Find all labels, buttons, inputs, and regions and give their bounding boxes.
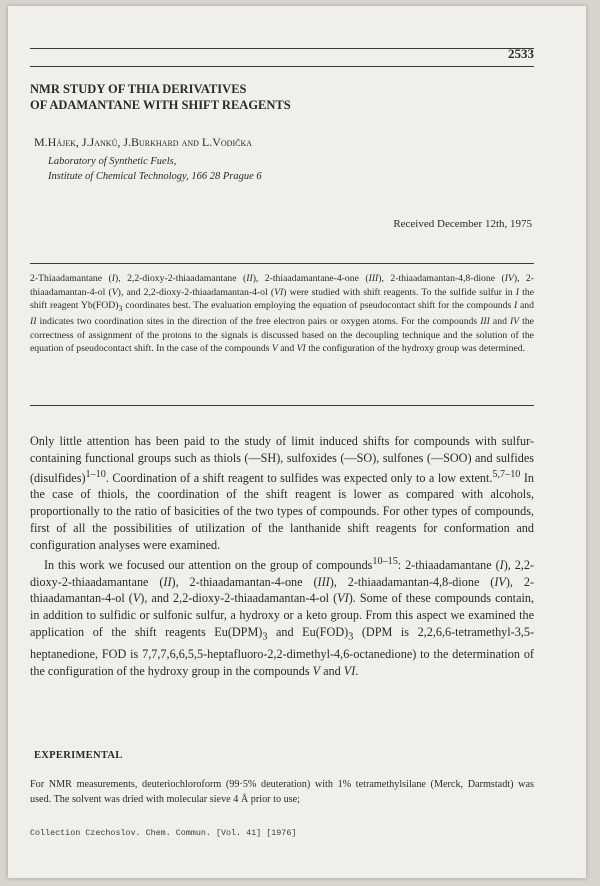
- header-rule-top: [30, 48, 534, 49]
- title-line-2: OF ADAMANTANE WITH SHIFT REAGENTS: [30, 98, 291, 112]
- abstract-rule-bottom: [30, 405, 534, 406]
- affiliation: [48, 154, 262, 184]
- title-line-1: NMR STUDY OF THIA DERIVATIVES: [30, 82, 247, 96]
- authors: M.Hájek, J.Janků, J.Burkhard and L.Vodička: [34, 135, 253, 149]
- journal-footer: Collection Czechoslov. Chem. Commun. [Vol. 41] [1976]: [30, 828, 297, 838]
- received-date: Received December 12th, 1975: [393, 218, 532, 230]
- page-number: 2533: [508, 46, 534, 61]
- journal-page: [8, 6, 586, 878]
- abstract: 2-Thiaadamantane (I), 2,2-dioxy-2-thiaadamantane (II), 2-thiaadamantane-4-one (III), 2-thiaadamantan-4,8-dione (IV), 2-thiaadamantan-4-ol (V), and 2,2-dioxy-2-thiaadamantan-4-ol (VI) were studied with shift reagents. To the sulfide sulfur in I the shift reagent $Yb(FOD)_3$ coordinates best. The evaluation employing the equation of pseudocontact shift for the compounds I and II indicates two coordination sites in the direction of the free electron pairs or oxygen atoms. For the compounds III and IV the correctness of assignment of the protons to the signals is discussed based on the decoupling technique and the solution of the equation of pseudocontact shift. In the case of the compounds V and VI the configuration of the hydroxy group was determined.: [30, 273, 535, 355]
- section-heading-experimental: EXPERIMENTAL: [34, 750, 123, 761]
- abstract-rule-top: [30, 263, 534, 264]
- paragraph-1: Only little attention has been paid to the study of limit induced shifts for compounds with sulfur-containing functional groups such as thiols (—SH), sulfoxides (—SO), sulfones (—SOO) and sulfides (disulfides)$^{1-10}$. Coordination of a shift reagent to sulfides was expected only to a low extent.$^{5,7-10}$ In the case of thiols, the coordination of the shift reagent is lower as compared with alcohols, proportionally to the ratio of basicities of the two types of compounds. For other types of compounds, first of all the possibilities of utilization of the lanthanide shift reagents for conformation and configuration analyses were examined.: [30, 434, 534, 552]
- paragraph-2: In this work we focused our attention on the group of compounds$^{10-15}$: 2-thiaadamantane (I), 2,2-dioxy-2-thiaadamantane (II), 2-thiaadamantan-4-one (III), 2-thiaadamantan-4,8-dione (IV), 2-thiaadamantan-4-ol (V), and 2,2-dioxy-2-thiaadamantan-4-ol (VI). Some of these compounds contain, in addition to sulfidic or sulfonic sulfur, a hydroxy or a keto group. From this aspect we examined the application of the shift reagents $Eu(DPM)_3$ and $Eu(FOD)_3$ (DPM is 2,2,6,6-tetramethyl-3,5-heptanedione, FOD is 7,7,7,6,6,5,5-heptafluoro-2,2-dimethyl-4,6-octanedione) to the determination of the configuration of the hydroxy group in the compounds V and VI.: [30, 555, 535, 678]
- experimental-text: For NMR measurements, deuteriochloroform (99·5% deuteration) with 1% tetramethylsilane (Merck, Darmstadt) was used. The solvent was dried with molecular sieve 4 Å prior to use;: [30, 779, 534, 805]
- body-text: [30, 433, 534, 680]
- affiliation-line-2: Institute of Chemical Technology, 166 28 Prague 6: [48, 171, 262, 182]
- article-title: [30, 81, 530, 113]
- header-rule-bottom: [30, 66, 534, 67]
- affiliation-line-1: Laboratory of Synthetic Fuels,: [48, 156, 177, 167]
